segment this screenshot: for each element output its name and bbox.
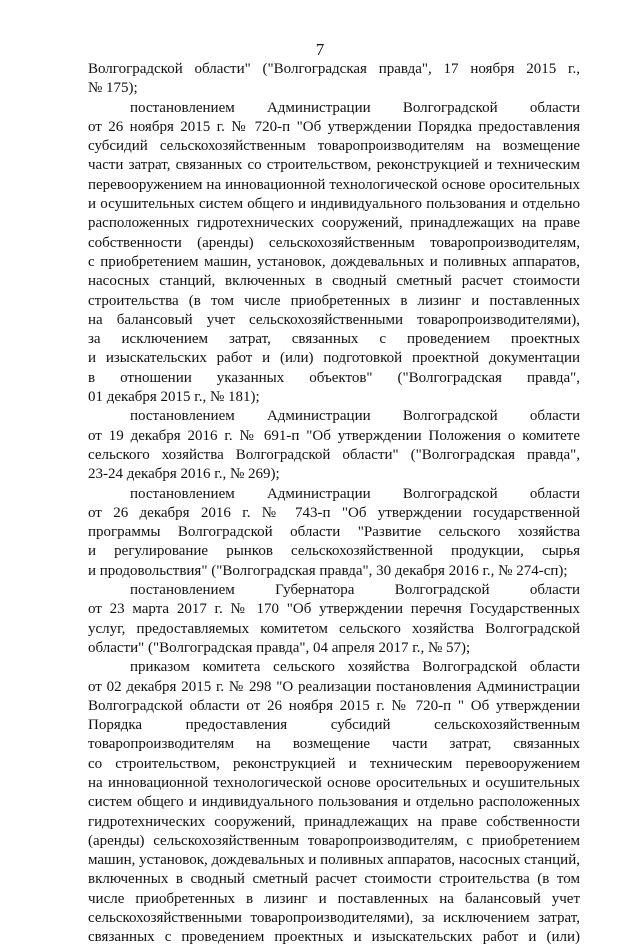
text-line: строительства (в том числе приобретенных в лизинг и поставленных [88, 292, 580, 309]
text-line: собственности (аренды) сельскохозяйственным товаропроизводителям, [88, 234, 580, 251]
text-line: постановлением Администрации Волгоградской области [130, 99, 580, 116]
text-line: № 175); [88, 80, 138, 97]
paragraph-order-298 [88, 658, 580, 947]
paragraph-resolution-720p [88, 99, 580, 408]
text-line: в отношении указанных объектов" ("Волгоградская правда", [88, 369, 580, 386]
text-line: от 26 ноября 2015 г. № 720-п "Об утверждении Порядка предоставления [88, 118, 580, 135]
text-line: услуг, предоставляемых комитетом сельского хозяйства Волгоградской [88, 620, 580, 637]
text-line: от 23 марта 2017 г. № 170 "Об утверждении перечня Государственных [88, 601, 580, 618]
document-body [88, 60, 580, 948]
text-line: области" ("Волгоградская правда", 04 апреля 2017 г., № 57); [88, 639, 471, 656]
paragraph-resolution-743p [88, 485, 580, 581]
text-line: и осушительных систем общего и индивидуального пользования и отдельно [88, 196, 580, 213]
text-line: постановлением Администрации Волгоградской области [130, 485, 580, 502]
page-number: 7 [315, 40, 325, 59]
paragraph-continuation [88, 60, 580, 99]
text-line: с приобретением машин, установок, дождевальных и поливных аппаратов, [88, 253, 580, 270]
text-line: машин, установок, дождевальных и поливных аппаратов, насосных станций, [88, 852, 580, 869]
text-line: насосных станций, включенных в сводный сметный расчет стоимости [88, 273, 580, 290]
text-line: расположенных гидротехнических сооружений, принадлежащих на праве [88, 215, 580, 232]
text-line: за исключением затрат, связанных с проведением проектных [88, 331, 580, 348]
text-line: Волгоградской области от 26 ноября 2015 г. № 720-п " Об утверждении [88, 697, 580, 714]
text-line: включенных в сводный сметный расчет стоимости строительства (в том [88, 871, 580, 888]
text-line: сельскохозяйственными товаропроизводителями), за исключением затрат, [88, 910, 580, 927]
text-line: и продовольствия" ("Волгоградская правда", 30 декабря 2016 г., № 274-сп); [88, 562, 568, 579]
text-line: товаропроизводителям на возмещение части затрат, связанных [88, 736, 580, 753]
text-line: на балансовый учет сельскохозяйственными товаропроизводителями), [88, 311, 580, 328]
paragraph-resolution-691p [88, 407, 580, 484]
text-line: перевооружением на инновационной технологической основе оросительных [88, 176, 580, 193]
text-line: от 02 декабря 2015 г. № 298 "О реализации постановления Администрации [88, 678, 580, 695]
text-line: со строительством, реконструкцией и техническим перевооружением [88, 755, 580, 772]
text-line: от 19 декабря 2016 г. № 691-п "Об утверждении Положения о комитете [88, 427, 580, 444]
text-line: сельского хозяйства Волгоградской области" ("Волгоградская правда", [88, 446, 580, 463]
text-line: от 26 декабря 2016 г. № 743-п "Об утверждении государственной [88, 504, 580, 521]
text-line: числе приобретенных в лизинг и поставленных на балансовый учет [88, 890, 580, 907]
text-line: на инновационной технологической основе оросительных и осушительных [88, 774, 580, 791]
text-line: 23-24 декабря 2016 г., № 269); [88, 466, 280, 483]
text-line: Волгоградской области" ("Волгоградская правда", 17 ноября 2015 г., [88, 61, 580, 77]
text-line: постановлением Администрации Волгоградской области [130, 408, 580, 425]
text-line: (аренды) сельскохозяйственным товаропроизводителям, с приобретением [88, 832, 580, 849]
text-line: систем общего и индивидуального пользования и отдельно расположенных [88, 794, 580, 811]
text-line: части затрат, связанных со строительством, реконструкцией и техническим [88, 157, 580, 174]
text-line: Порядка предоставления субсидий сельскохозяйственным [88, 717, 580, 734]
text-line: программы Волгоградской области "Развитие сельского хозяйства [88, 524, 580, 541]
text-line: 01 декабря 2015 г., № 181); [88, 389, 260, 406]
paragraph-governor-resolution-170 [88, 581, 580, 658]
text-line: гидротехнических сооружений, принадлежащих на праве собственности [88, 813, 580, 830]
text-line: связанных с проведением проектных и изыскательских работ и (или) [88, 929, 580, 946]
text-line: субсидий сельскохозяйственным товаропроизводителям на возмещение [88, 138, 580, 155]
text-line: приказом комитета сельского хозяйства Волгоградской области [130, 659, 580, 676]
text-line: и регулирование рынков сельскохозяйственной продукции, сырья [88, 543, 580, 560]
text-line: и изыскательских работ и (или) подготовкой проектной документации [88, 350, 580, 367]
text-line: постановлением Губернатора Волгоградской области [130, 582, 580, 599]
